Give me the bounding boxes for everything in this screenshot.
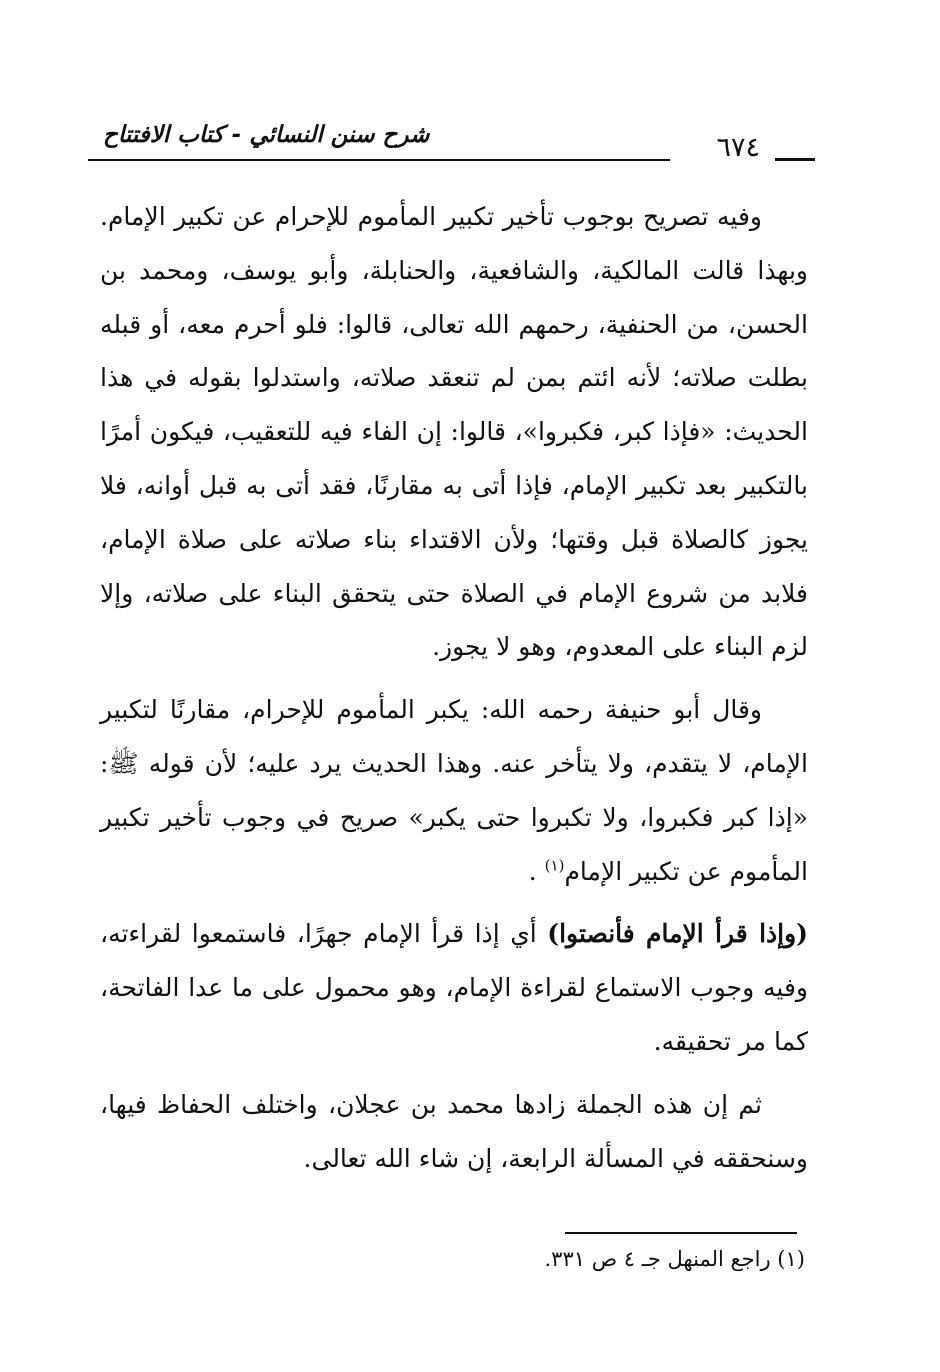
page-header — [88, 120, 815, 170]
paragraph-1-text: وفيه تصريح بوجوب تأخير تكبير المأموم للإحرام عن تكبير الإمام. وبهذا قالت المالكية، والشافعية، والحنابلة، وأبو يوسف، ومحمد بن الحسن، من الحنفية، رحمهم الله تعالى، قالوا: فلو أحرم معه، أو قبله بطلت صلاته؛ لأنه ائتم بمن لم تنعقد صلاته، واستدلوا بقوله في هذا الحديث: «فإذا كبر، فكبروا»، قالوا: إن الفاء فيه للتعقيب، فيكون أمرًا بالتكبير بعد تكبير الإمام، فإذا أتى به مقارنًا، فقد أتى به قبل أوانه، فلا يجوز كالصلاة قبل وقتها؛ ولأن الاقتداء بناء صلاته على صلاة الإمام، فلابد من شروع الإمام في الصلاة حتى يتحقق البناء على صلاته، وإلا لزم البناء على المعدوم، وهو لا يجوز. — [100, 202, 808, 662]
paragraph-3-text: أي إذا قرأ الإمام جهرًا، فاستمعوا لقراءته، وفيه وجوب الاستماع لقراءة الإمام، وهو محمول على ما عدا الفاتحة، كما مر تحقيقه. — [100, 919, 808, 1056]
header-title: شرح سنن النسائي - كتاب الافتتاح — [103, 122, 430, 148]
paragraph-2 — [100, 683, 808, 898]
footnote-rule — [565, 1232, 797, 1234]
main-text — [100, 190, 808, 1194]
page-number-dash — [775, 158, 815, 161]
paragraph-3-bold-lead: (وإذا قرأ الإمام فأنصتوا) — [547, 919, 808, 949]
header-rule — [88, 159, 670, 161]
paragraph-1 — [100, 190, 808, 674]
footnote-marker: (١) — [544, 856, 565, 875]
paragraph-4 — [100, 1078, 808, 1186]
paragraph-3 — [100, 907, 808, 1068]
paragraph-2-tail: . — [528, 856, 545, 886]
paragraph-4-text: ثم إن هذه الجملة زادها محمد بن عجلان، واختلف الحفاظ فيها، وسنحققه في المسألة الرابعة، إن شاء الله تعالى. — [100, 1089, 808, 1173]
paragraph-2-text: وقال أبو حنيفة رحمه الله: يكبر المأموم للإحرام، مقارنًا لتكبير الإمام، لا يتقدم، ولا يتأخر عنه. وهذا الحديث يرد عليه؛ لأن قوله ﷺ: «إذا كبر فكبروا، ولا تكبروا حتى يكبر» صريح في وجوب تأخير تكبير المأموم عن تكبير الإمام — [100, 695, 808, 886]
page-number: ٦٧٤ — [716, 132, 760, 163]
footnote: (١) راجع المنهل جـ ٤ ص ٣٣١. — [544, 1247, 805, 1271]
